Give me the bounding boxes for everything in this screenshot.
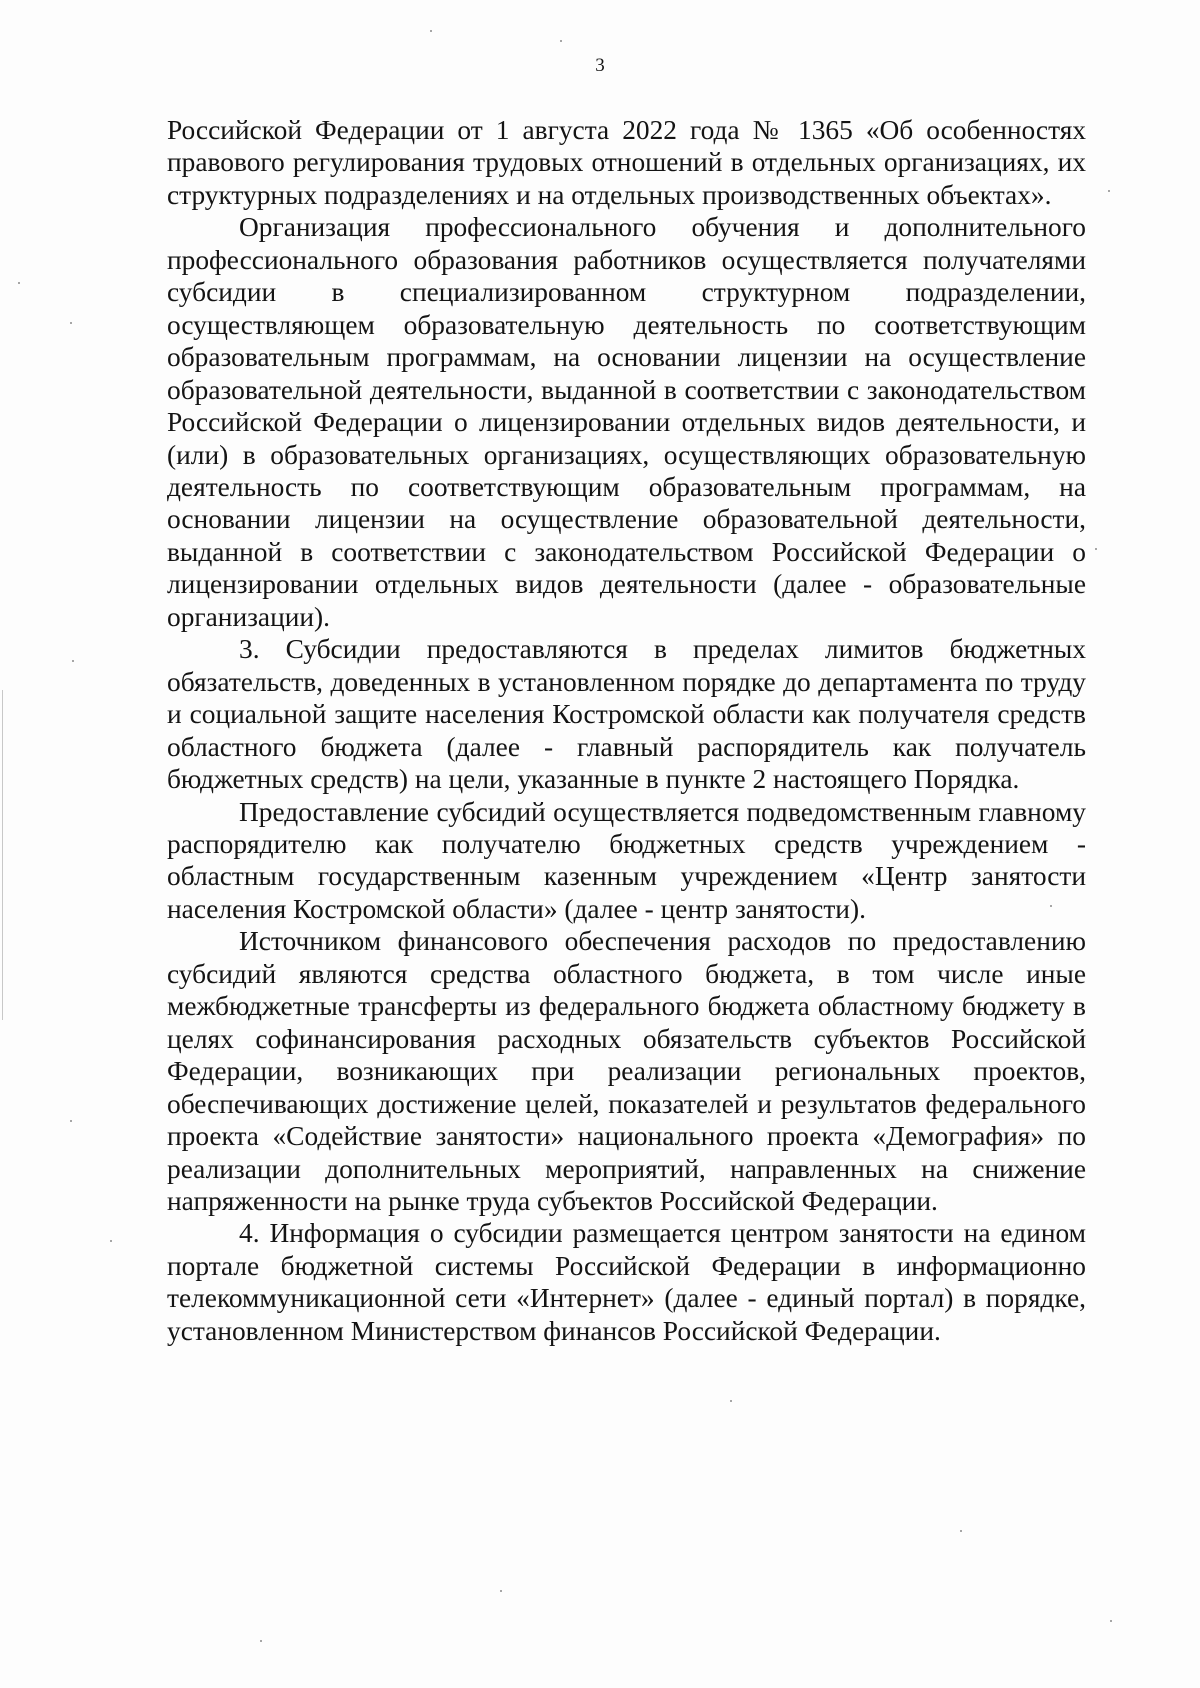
scan-speck <box>72 660 74 662</box>
paragraph-education-organization: Организация профессионального обучения и дополнительного профессионального образования работников осуществляется получателями субсидии в специализированном структурном подразделении, осуществляющем образовательную деятельность по соответствующим образовательным программам, на основании лицензии на осуществление образовательной деятельности, выданной в соответствии с законодательством Российской Федерации о лицензировании отдельных видов деятельности, и (или) в образовательных организациях, осуществляющих образовательную деятельность по соответствующим образовательным программам, на основании лицензии на осуществление образовательной деятельности, выданной в соответствии с законодательством Российской Федерации о лицензировании отдельных видов деятельности (далее - образовательные организации). <box>167 212 1086 632</box>
scan-speck <box>1095 548 1097 550</box>
page-number: 3 <box>595 55 605 76</box>
scan-speck <box>730 1400 732 1402</box>
scan-speck <box>110 1240 112 1242</box>
scan-speck <box>1108 190 1110 192</box>
paragraph-continuation: Российской Федерации от 1 августа 2022 года № 1365 «Об особенностях правового регулирования трудовых отношений в отдельных организациях, их структурных подразделениях и на отдельных производственных объектах». <box>167 115 1086 210</box>
scan-speck <box>260 1640 262 1642</box>
scan-speck <box>560 40 562 42</box>
document-body <box>167 114 1086 1347</box>
scan-speck <box>70 1120 72 1122</box>
scan-speck <box>1050 905 1052 907</box>
scan-speck <box>1110 1620 1112 1622</box>
paragraph-clause-4: 4. Информация о субсидии размещается центром занятости на едином портале бюджетной системы Российской Федерации в информационно телекоммуникационной сети «Интернет» (далее - единый портал) в порядке, установленном Министерством финансов Российской Федерации. <box>167 1218 1086 1346</box>
scan-speck <box>500 1590 502 1592</box>
scan-speck <box>70 322 72 324</box>
scan-speck <box>430 30 432 32</box>
paragraph-clause-3: 3. Субсидии предоставляются в пределах лимитов бюджетных обязательств, доведенных в установленном порядке до департамента по труду и социальной защите населения Костромской области как получателя средств областного бюджета (далее - главный распорядитель как получатель бюджетных средств) на цели, указанные в пункте 2 настоящего Порядка. <box>167 634 1086 795</box>
scan-edge-line <box>2 690 3 1020</box>
paragraph-provision-center: Предоставление субсидий осуществляется подведомственным главному распорядителю как получателю бюджетных средств учреждением - областным государственным казенным учреждением «Центр занятости населения Костромской области» (далее - центр занятости). <box>167 796 1086 924</box>
scan-speck <box>960 1530 962 1532</box>
paragraph-funding-source: Источником финансового обеспечения расходов по предоставлению субсидий являются средства областного бюджета, в том числе иные межбюджетные трансферты из федерального бюджета областному бюджету в целях софинансирования расходных обязательств субъектов Российской Федерации, возникающих при реализации региональных проектов, обеспечивающих достижение целей, показателей и результатов федерального проекта «Содействие занятости» национального проекта «Демография» по реализации дополнительных мероприятий, направленных на снижение напряженности на рынке труда субъектов Российской Федерации. <box>167 926 1086 1216</box>
scan-speck <box>18 282 20 284</box>
